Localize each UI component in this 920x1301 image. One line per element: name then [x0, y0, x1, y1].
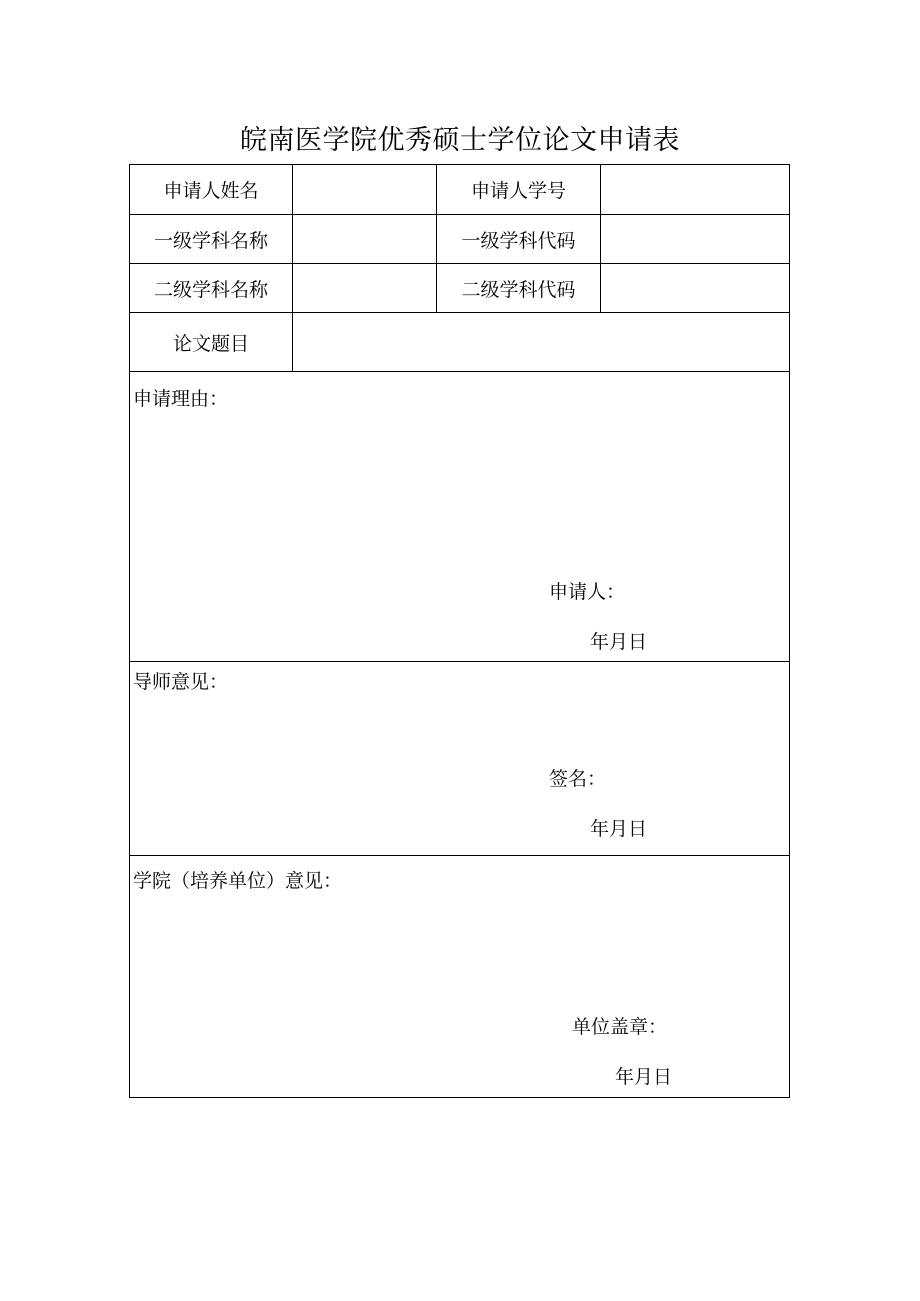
applicant-id-field[interactable] [601, 165, 789, 214]
college-section[interactable] [130, 856, 789, 1097]
applicant-id-label: 申请人学号 [470, 180, 566, 202]
applicant-name-label: 申请人姓名 [163, 180, 259, 202]
first-discipline-name-label: 一级学科名称 [153, 229, 268, 252]
second-discipline-code-label: 二级学科代码 [461, 278, 576, 301]
first-discipline-name-field[interactable] [293, 215, 436, 263]
advisor-opinion-label: 导师意见： [133, 671, 229, 693]
advisor-signature-label: 签名： [549, 768, 607, 790]
first-discipline-code-label: 一级学科代码 [461, 229, 576, 252]
form-title: 皖南医学院优秀硕士学位论文申请表 [240, 125, 680, 156]
college-opinion-label: 学院（培养单位）意见： [133, 870, 343, 892]
reason-section[interactable] [130, 372, 789, 661]
second-discipline-name-label: 二级学科名称 [153, 278, 268, 301]
advisor-date: 年月日 [590, 818, 648, 840]
second-discipline-name-field[interactable] [293, 264, 436, 312]
reason-label: 申请理由： [133, 388, 229, 410]
application-form [129, 164, 790, 1098]
college-date: 年月日 [615, 1066, 673, 1088]
second-discipline-code-field[interactable] [601, 264, 789, 312]
first-discipline-code-field[interactable] [601, 215, 789, 263]
applicant-name-field[interactable] [293, 165, 436, 214]
thesis-title-label: 论文题目 [172, 332, 249, 355]
reason-date: 年月日 [590, 631, 648, 653]
unit-seal-label: 单位盖章： [572, 1016, 668, 1038]
applicant-signature-label: 申请人： [549, 581, 626, 603]
advisor-section[interactable] [130, 662, 789, 855]
thesis-title-field[interactable] [293, 313, 789, 371]
